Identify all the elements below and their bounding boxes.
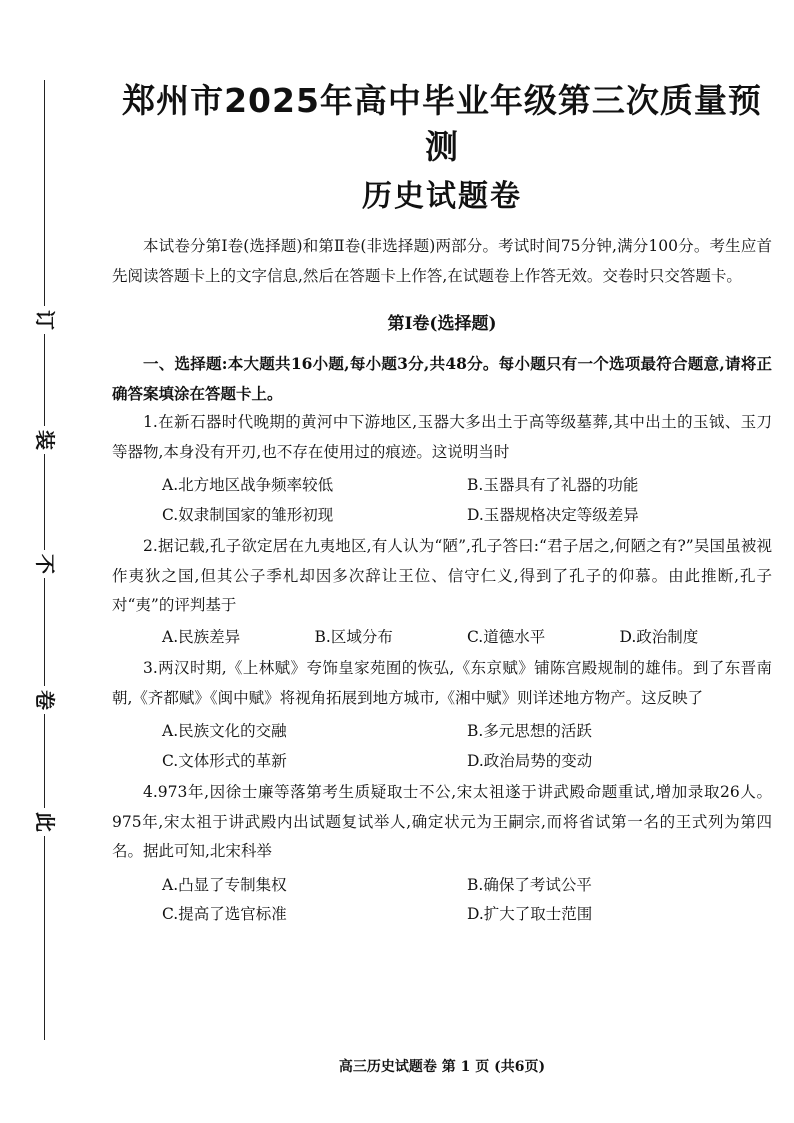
question-options [112,623,772,653]
option-c: C.道德水平 [467,627,546,646]
question-options [112,471,772,530]
question-stem: 1.在新石器时代晚期的黄河中下游地区,玉器大多出土于高等级墓葬,其中出土的玉钺、玉刀等器物,本身没有开刃,也不存在使用过的痕迹。这说明当时 [112,413,772,461]
question-stem: 2.据记载,孔子欲定居在九夷地区,有人认为“陋”,孔子答曰:“君子居之,何陋之有?”吴国虽被视作夷狄之国,但其公子季札却因多次辞让王位、信守仁义,得到了孔子的仰慕。由此推断,孔子对“夷”的评判基于 [112,537,772,614]
option-b: B.确保了考试公平 [467,875,592,894]
option-a: A.民族差异 [162,627,241,646]
option-d: D.政治制度 [619,627,699,646]
binding-char-ding: 订 [31,306,59,334]
option-a: A.北方地区战争频率较低 [162,476,334,494]
intro-paragraph: 本试卷分第Ⅰ卷(选择题)和第Ⅱ卷(非选择题)两部分。考试时间75分钟,满分100分。考生应首先阅读答题卡上的文字信息,然后在答题卡上作答,在试题卷上作答无效。交卷时只交答题卡。 [112,237,772,285]
question-3 [112,654,772,776]
binding-char-ci: 此 [31,808,59,836]
binding-char-zhuang: 装 [31,426,59,454]
question-options [112,717,772,776]
question-1 [112,408,772,530]
option-b: B.玉器具有了礼器的功能 [467,476,639,494]
page-title: 郑州市2025年高中毕业年级第三次质量预测 [122,81,762,166]
section-title: 第Ⅰ卷(选择题) [387,314,497,334]
binding-margin [0,0,74,1123]
page-footer: 高三历史试题卷 第 1 页 (共6页) [338,1059,546,1075]
option-d: D.扩大了取士范围 [467,905,593,923]
question-2 [112,532,772,652]
option-c: C.文体形式的革新 [162,751,287,770]
option-a: A.凸显了专制集权 [162,875,287,894]
option-b: B.多元思想的活跃 [467,722,592,740]
exam-page [112,78,772,932]
option-c: C.奴隶制国家的雏形初现 [162,505,334,524]
page-subtitle: 历史试题卷 [362,179,522,214]
section-instructions: 一、选择题:本大题共16小题,每小题3分,共48分。每小题只有一个选项最符合题意,请将正确答案填涂在答题卡上。 [112,354,772,403]
question-stem: 4.973年,因徐士廉等落第考生质疑取士不公,宋太祖遂于讲武殿命题重试,增加录取26人。975年,宋太祖于讲武殿内出试题复试举人,确定状元为王嗣宗,而将省试第一名的王式列为第四名。据此可知,北宋科举 [112,783,772,860]
question-4 [112,778,772,930]
question-stem: 3.两汉时期,《上林赋》夸饰皇家苑囿的恢弘,《东京赋》铺陈宫殿规制的雄伟。到了东晋南朝,《齐都赋》《闽中赋》将视角拓展到地方城市,《湘中赋》则详述地方物产。这反映了 [112,659,772,707]
option-a: A.民族文化的交融 [162,722,287,740]
option-c: C.提高了选官标准 [162,905,287,923]
question-options [112,871,772,930]
binding-char-bu: 不 [31,550,59,578]
option-d: D.玉器规格决定等级差异 [467,505,639,524]
option-b: B.区域分布 [314,627,393,646]
binding-char-juan: 卷 [31,686,59,714]
option-d: D.政治局势的变动 [467,751,593,770]
